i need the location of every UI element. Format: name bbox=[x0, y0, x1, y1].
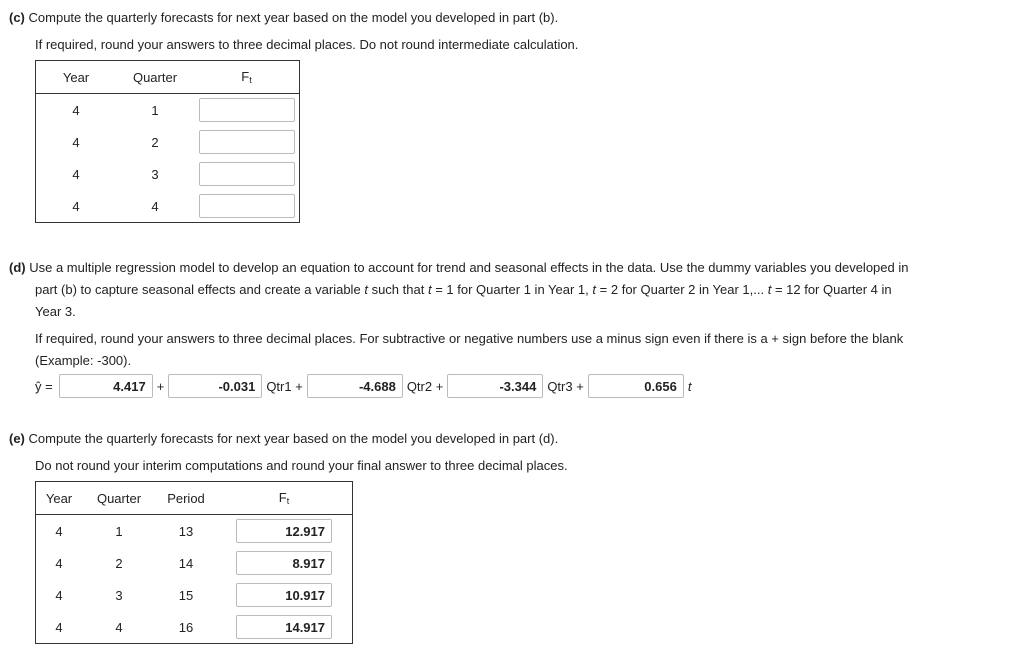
ft-input[interactable] bbox=[199, 130, 295, 154]
part-d-instruction-line2: (Example: -300). bbox=[35, 353, 132, 368]
header-quarter: Quarter bbox=[82, 482, 156, 515]
part-c-label: (c) bbox=[9, 10, 25, 25]
quarter-cell: 3 bbox=[151, 166, 159, 182]
qtr3-coef-input[interactable]: -3.344 bbox=[447, 374, 543, 398]
header-ft: $F_t$ bbox=[194, 61, 300, 94]
part-c-header-row bbox=[36, 61, 300, 94]
quarter-cell: 3 bbox=[115, 587, 123, 603]
yhat-label: ŷ = bbox=[35, 378, 53, 394]
part-e-question bbox=[9, 431, 558, 446]
ft-input[interactable]: 12.917 bbox=[236, 519, 332, 543]
t-coef-input[interactable]: 0.656 bbox=[588, 374, 684, 398]
header-year: Year bbox=[36, 61, 117, 94]
table-row bbox=[36, 158, 300, 190]
ft-input[interactable] bbox=[199, 194, 295, 218]
table-row bbox=[36, 579, 353, 611]
quarter-cell: 4 bbox=[151, 198, 159, 214]
table-row bbox=[36, 547, 353, 579]
ft-input[interactable] bbox=[199, 162, 295, 186]
table-row bbox=[36, 94, 300, 127]
quarter-cell: 2 bbox=[151, 134, 159, 150]
table-row bbox=[36, 126, 300, 158]
part-c-table bbox=[35, 60, 300, 223]
year-cell: 4 bbox=[72, 102, 80, 118]
t-label: t bbox=[687, 378, 692, 394]
regression-equation bbox=[35, 373, 695, 399]
ft-input[interactable]: 8.917 bbox=[236, 551, 332, 575]
period-cell: 15 bbox=[178, 587, 194, 603]
part-d-question-line3: Year 3. bbox=[35, 304, 76, 319]
quarter-cell: 1 bbox=[115, 523, 123, 539]
header-ft: $F_t$ bbox=[216, 482, 353, 515]
year-cell: 4 bbox=[72, 166, 80, 182]
table-row bbox=[36, 190, 300, 223]
qtr2-label: Qtr2 + bbox=[406, 378, 444, 394]
period-cell: 16 bbox=[178, 619, 194, 635]
qtr2-coef-input[interactable]: -4.688 bbox=[307, 374, 403, 398]
qtr1-coef-input[interactable]: -0.031 bbox=[168, 374, 262, 398]
year-cell: 4 bbox=[55, 619, 63, 635]
year-cell: 4 bbox=[55, 555, 63, 571]
part-e-question-text: Compute the quarterly forecasts for next year based on the model you developed in part (d). bbox=[28, 431, 559, 446]
table-row bbox=[36, 611, 353, 644]
quarter-cell: 4 bbox=[115, 619, 123, 635]
period-cell: 13 bbox=[178, 523, 194, 539]
intercept-input[interactable]: 4.417 bbox=[59, 374, 153, 398]
quarter-cell: 1 bbox=[151, 102, 159, 118]
part-d-instruction bbox=[35, 328, 1020, 372]
qtr3-label: Qtr3 + bbox=[547, 378, 584, 394]
part-e-table bbox=[35, 481, 353, 644]
part-e-header-row bbox=[36, 482, 353, 515]
part-d-question-line1: Use a multiple regression model to develop an equation to account for trend and seasonal effects in the data. Use the dummy variables you developed in bbox=[29, 260, 909, 275]
part-c-instruction: If required, round your answers to three decimal places. Do not round intermediate calculation. bbox=[35, 37, 579, 52]
year-cell: 4 bbox=[72, 198, 80, 214]
year-cell: 4 bbox=[55, 587, 63, 603]
part-d-question bbox=[9, 257, 1021, 323]
ft-input[interactable] bbox=[199, 98, 295, 122]
year-cell: 4 bbox=[55, 523, 63, 539]
part-d-label: (d) bbox=[9, 260, 26, 275]
header-quarter: Quarter bbox=[116, 61, 194, 94]
qtr1-label: Qtr1 + bbox=[266, 378, 303, 394]
part-c-question-text: Compute the quarterly forecasts for next year based on the model you developed in part (b). bbox=[28, 10, 559, 25]
table-row bbox=[36, 515, 353, 548]
year-cell: 4 bbox=[72, 134, 80, 150]
ft-input[interactable]: 10.917 bbox=[236, 583, 332, 607]
plus-sign: + bbox=[156, 378, 165, 394]
part-e-label: (e) bbox=[9, 431, 25, 446]
quarter-cell: 2 bbox=[115, 555, 123, 571]
header-period: Period bbox=[156, 482, 216, 515]
part-c-question bbox=[9, 10, 558, 25]
period-cell: 14 bbox=[178, 555, 194, 571]
ft-input[interactable]: 14.917 bbox=[236, 615, 332, 639]
part-d-instruction-line1: If required, round your answers to three decimal places. For subtractive or negative numbers use a minus sign even if there is a + sign before the blank bbox=[35, 331, 904, 346]
part-d-question-line2: part (b) to capture seasonal effects and create a variable t such that t = 1 for Quarter 1 in Year 1, t = 2 for Quarter 2 in Year 1,... t = 12 for Quarter 4 in bbox=[35, 282, 892, 297]
header-year: Year bbox=[36, 482, 83, 515]
part-e-instruction: Do not round your interim computations and round your final answer to three decimal places. bbox=[35, 458, 568, 473]
